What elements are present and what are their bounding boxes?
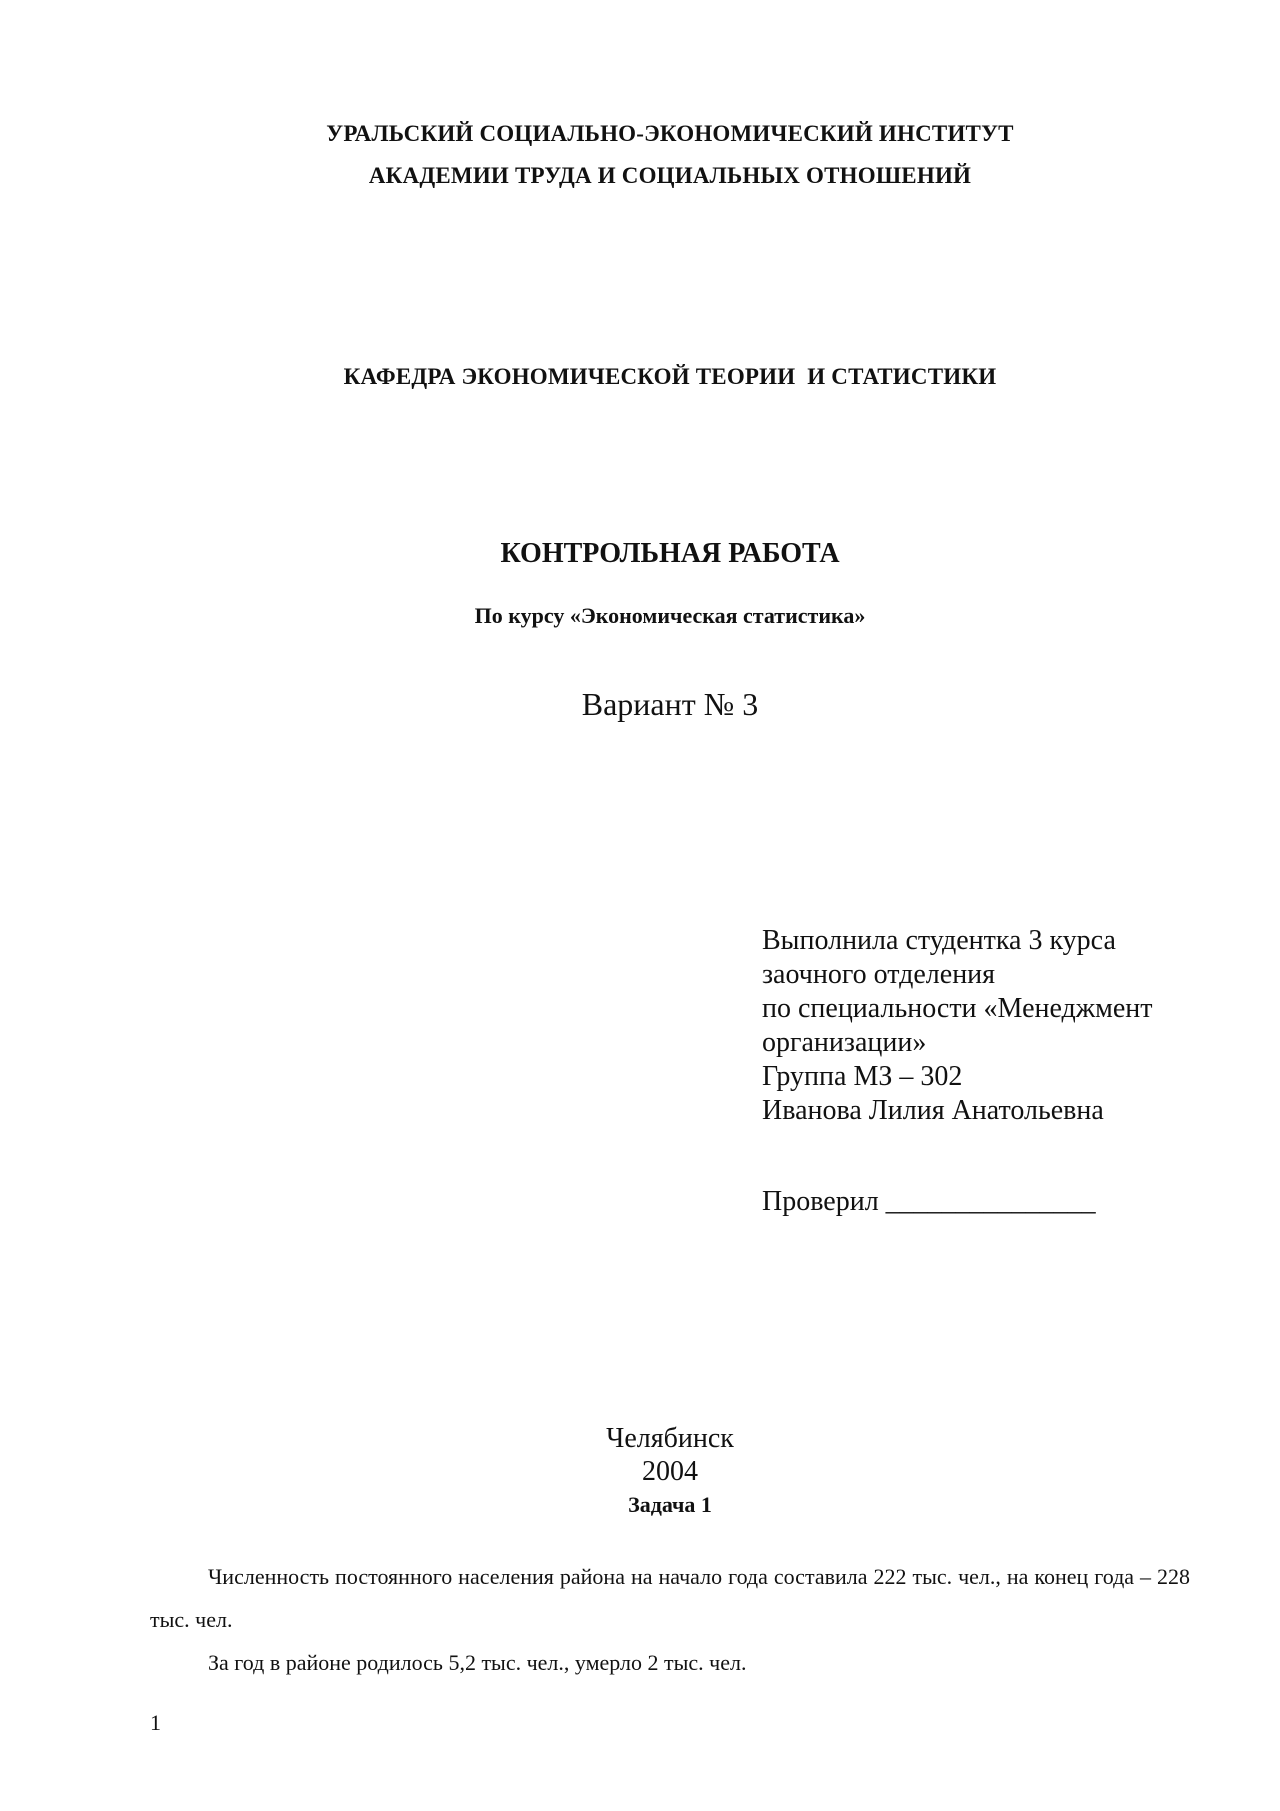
page-number: 1 xyxy=(150,1710,161,1735)
student-info-line: заочного отделения xyxy=(762,959,996,990)
city: Челябинск xyxy=(606,1423,734,1454)
institute-name-line2: АКАДЕМИИ ТРУДА И СОЦИАЛЬНЫХ ОТНОШЕНИЙ xyxy=(368,163,972,188)
student-group: Группа МЗ – 302 xyxy=(762,1061,963,1092)
year: 2004 xyxy=(642,1456,698,1487)
checked-by-line: Проверил _______________ xyxy=(762,1186,1096,1217)
student-info-line: организации» xyxy=(762,1027,927,1058)
task-paragraph: Численность постоянного населения района на начало года составила 222 тыс. чел., на конец года – 228 тыс. чел. xyxy=(150,1564,1190,1632)
task-paragraph: За год в районе родилось 5,2 тыс. чел., умерло 2 тыс. чел. xyxy=(208,1650,747,1675)
department-name: КАФЕДРА ЭКОНОМИЧЕСКОЙ ТЕОРИИ И СТАТИСТИКИ xyxy=(343,364,997,389)
course-name: По курсу «Экономическая статистика» xyxy=(474,603,866,628)
document-title: КОНТРОЛЬНАЯ РАБОТА xyxy=(500,538,840,569)
student-info-line: Выполнила студентка 3 курса xyxy=(762,925,1116,956)
student-name: Иванова Лилия Анатольевна xyxy=(762,1095,1104,1126)
variant-number: Вариант № 3 xyxy=(581,686,759,722)
student-info xyxy=(762,924,1153,1128)
institute-name-line1: УРАЛЬСКИЙ СОЦИАЛЬНО-ЭКОНОМИЧЕСКИЙ ИНСТИТУТ xyxy=(326,121,1014,146)
task-title: Задача 1 xyxy=(628,1492,712,1517)
student-info-line: по специальности «Менеджмент xyxy=(762,993,1153,1024)
